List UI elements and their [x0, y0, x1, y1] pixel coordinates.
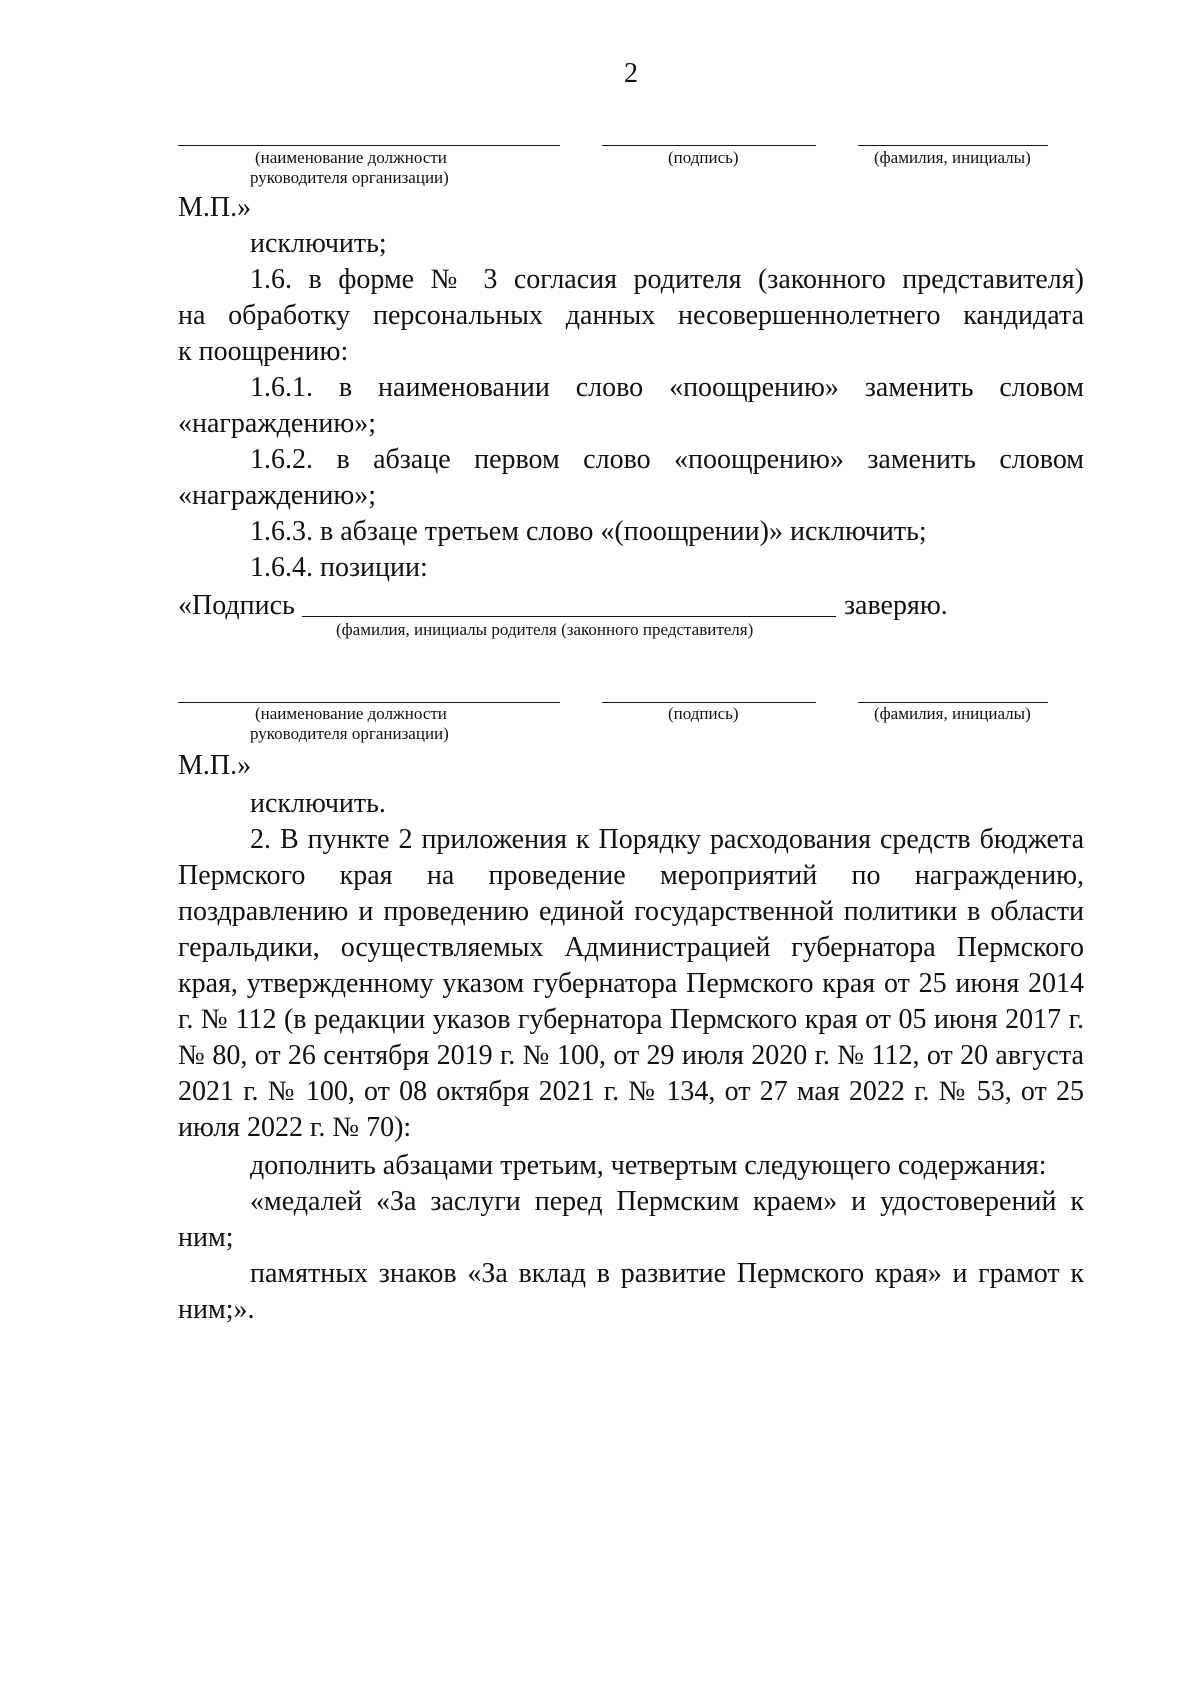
position-caption: (наименование должности — [255, 704, 447, 723]
seal-mark: М.П.» — [178, 750, 252, 781]
position-caption-2: руководителя организации) — [250, 724, 449, 743]
position-line — [178, 145, 560, 146]
para-1-6-1-line2: «награждению»; — [178, 408, 377, 439]
para-1-6-2-line2: «награждению»; — [178, 480, 377, 511]
para-badges: памятных знаков «За вклад в развитие Пермского края» и грамот к ним;». — [178, 1258, 1084, 1325]
para-1-6-3: 1.6.3. в абзаце третьем слово «(поощрении)» исключить; — [250, 516, 927, 547]
seal-mark: М.П.» — [178, 192, 252, 223]
para-1-6-4: 1.6.4. позиции: — [250, 552, 428, 583]
para-1-6-2-line1: 1.6.2. в абзаце первом слово «поощрению» заменить словом — [250, 444, 1084, 475]
position-caption-2: руководителя организации) — [250, 168, 449, 187]
name-caption: (фамилия, инициалы) — [874, 704, 1031, 723]
para-2: 2. В пункте 2 приложения к Порядку расходования средств бюджета Пермского края на проведение мероприятий по награждению, поздравлению и проведению единой государственной политики в области геральдики, осуществляемых Администрацией губернатора Пермского края, утвержденному указом губернатора Пермского края от 25 июня 2014 г. № 112 (в редакции указов губернатора Пермского края от 05 июня 2017 г. № 80, от 26 сентября 2019 г. № 100, от 29 июля 2020 г. № 112, от 20 августа 2021 г. № 100, от 08 октября 2021 г. № 134, от 27 мая 2022 г. № 53, от 25 июля 2022 г. № 70): — [178, 824, 1084, 1143]
position-line — [178, 702, 560, 703]
name-line — [858, 702, 1048, 703]
parent-name-line — [302, 616, 836, 617]
para-medals: «медалей «За заслуги перед Пермским краем» и удостоверений к ним; — [178, 1186, 1084, 1253]
sign-suffix: заверяю. — [844, 590, 948, 621]
signature-line — [602, 702, 816, 703]
para-1-6-line2: на обработку персональных данных несовершеннолетнего кандидата — [178, 300, 1084, 331]
exclude-text: исключить; — [250, 228, 387, 259]
para-1-6-line1: 1.6. в форме № 3 согласия родителя (законного представителя) — [250, 264, 1084, 295]
signature-line — [602, 145, 816, 146]
name-line — [858, 145, 1048, 146]
position-caption: (наименование должности — [255, 148, 447, 167]
para-supplement: дополнить абзацами третьим, четвертым следующего содержания: — [250, 1150, 1047, 1181]
para-1-6-line3: к поощрению: — [178, 336, 349, 367]
para-1-6-1-line1: 1.6.1. в наименовании слово «поощрению» заменить словом — [250, 372, 1084, 403]
name-caption: (фамилия, инициалы) — [874, 148, 1031, 167]
signature-caption: (подпись) — [668, 704, 739, 723]
exclude-text-2: исключить. — [250, 788, 386, 819]
sign-prefix: «Подпись — [178, 590, 295, 621]
page-number: 2 — [624, 58, 638, 89]
parent-name-caption: (фамилия, инициалы родителя (законного представителя) — [336, 620, 754, 639]
signature-caption: (подпись) — [668, 148, 739, 167]
